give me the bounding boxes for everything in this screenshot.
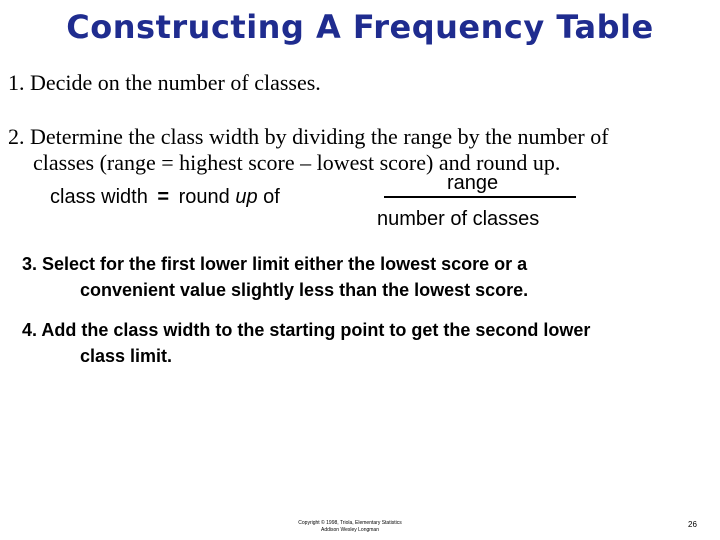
step-3-line-2: convenient value slightly less than the lowest score. [80,280,529,300]
page-title: Constructing A Frequency Table [66,8,654,46]
formula-numerator: range [447,172,499,194]
step-1-text: 1. Decide on the number of classes. [8,70,321,95]
fraction-bar [384,196,576,198]
formula-of-label: of [263,186,280,208]
formula-denominator: number of classes [377,208,540,230]
copyright-line-2: Addison Wesley Longman [321,527,379,533]
formula-up-label: up [235,186,258,208]
formula-equals-sign: = [157,186,170,208]
step-4-line-1: 4. Add the class width to the starting point to get the second lower [22,320,591,340]
copyright-notice [260,520,440,534]
step-2-line-2: classes (range = highest score – lowest score) and round up. [33,150,561,175]
step-3-line-1: 3. Select for the first lower limit either the lowest score or a [22,254,528,274]
formula-round-label: round [178,186,230,208]
page-number: 26 [688,520,697,529]
formula-class-width-label: class width [50,186,148,208]
step-4-line-2: class limit. [80,346,173,366]
step-2-line-1: 2. Determine the class width by dividing the range by the number of [8,124,609,149]
copyright-line-1: Copyright © 1998, Triola, Elementary Statistics [298,520,402,526]
formula-lhs [50,186,280,209]
